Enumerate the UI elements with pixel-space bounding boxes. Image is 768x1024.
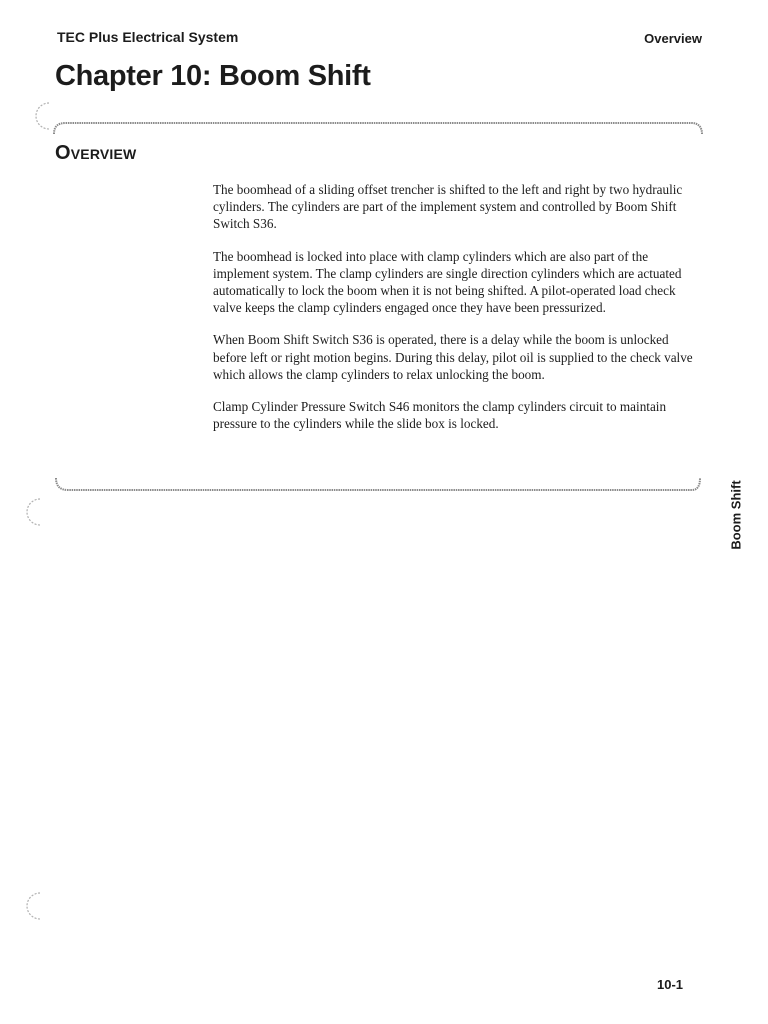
side-tab-text: Boom Shift [728,480,744,550]
paragraph: Clamp Cylinder Pressure Switch S46 monitors the clamp cylinders circuit to maintain pressure to the cylinders while the slide box is locked. [213,399,667,432]
punch-hole-icon [18,494,58,534]
side-tab-label [726,470,746,560]
running-header-section: Overview [644,31,702,46]
body-text [213,181,705,447]
page-number: 10-1 [657,977,684,992]
paragraph: When Boom Shift Switch S36 is operated, there is a delay while the boom is unlocked before left or right motion begins. During this delay, pilot oil is supplied to the check valve which allows the clamp cylinders to relax unlocking the boom. [213,332,693,382]
punch-hole-icon [27,98,67,138]
paragraph: The boomhead of a sliding offset trencher is shifted to the left and right by two hydraulic cylinders. The cylinders are part of the implement system and controlled by Boom Shift Switch S36. [213,182,683,232]
paragraph: The boomhead is locked into place with clamp cylinders which are also part of the implement system. The clamp cylinders are single direction cylinders which are actuated automatically to lock the boom when it is not being shifted. A pilot-operated load check valve keeps the clamp cylinders engaged once they have been pressurized. [213,248,682,316]
punch-hole-icon [18,888,58,928]
bottom-rule [56,478,700,490]
section-heading: Overview [55,142,137,164]
top-rule [54,123,702,134]
running-header-title: TEC Plus Electrical System [57,29,239,45]
chapter-title: Chapter 10: Boom Shift [55,60,371,92]
